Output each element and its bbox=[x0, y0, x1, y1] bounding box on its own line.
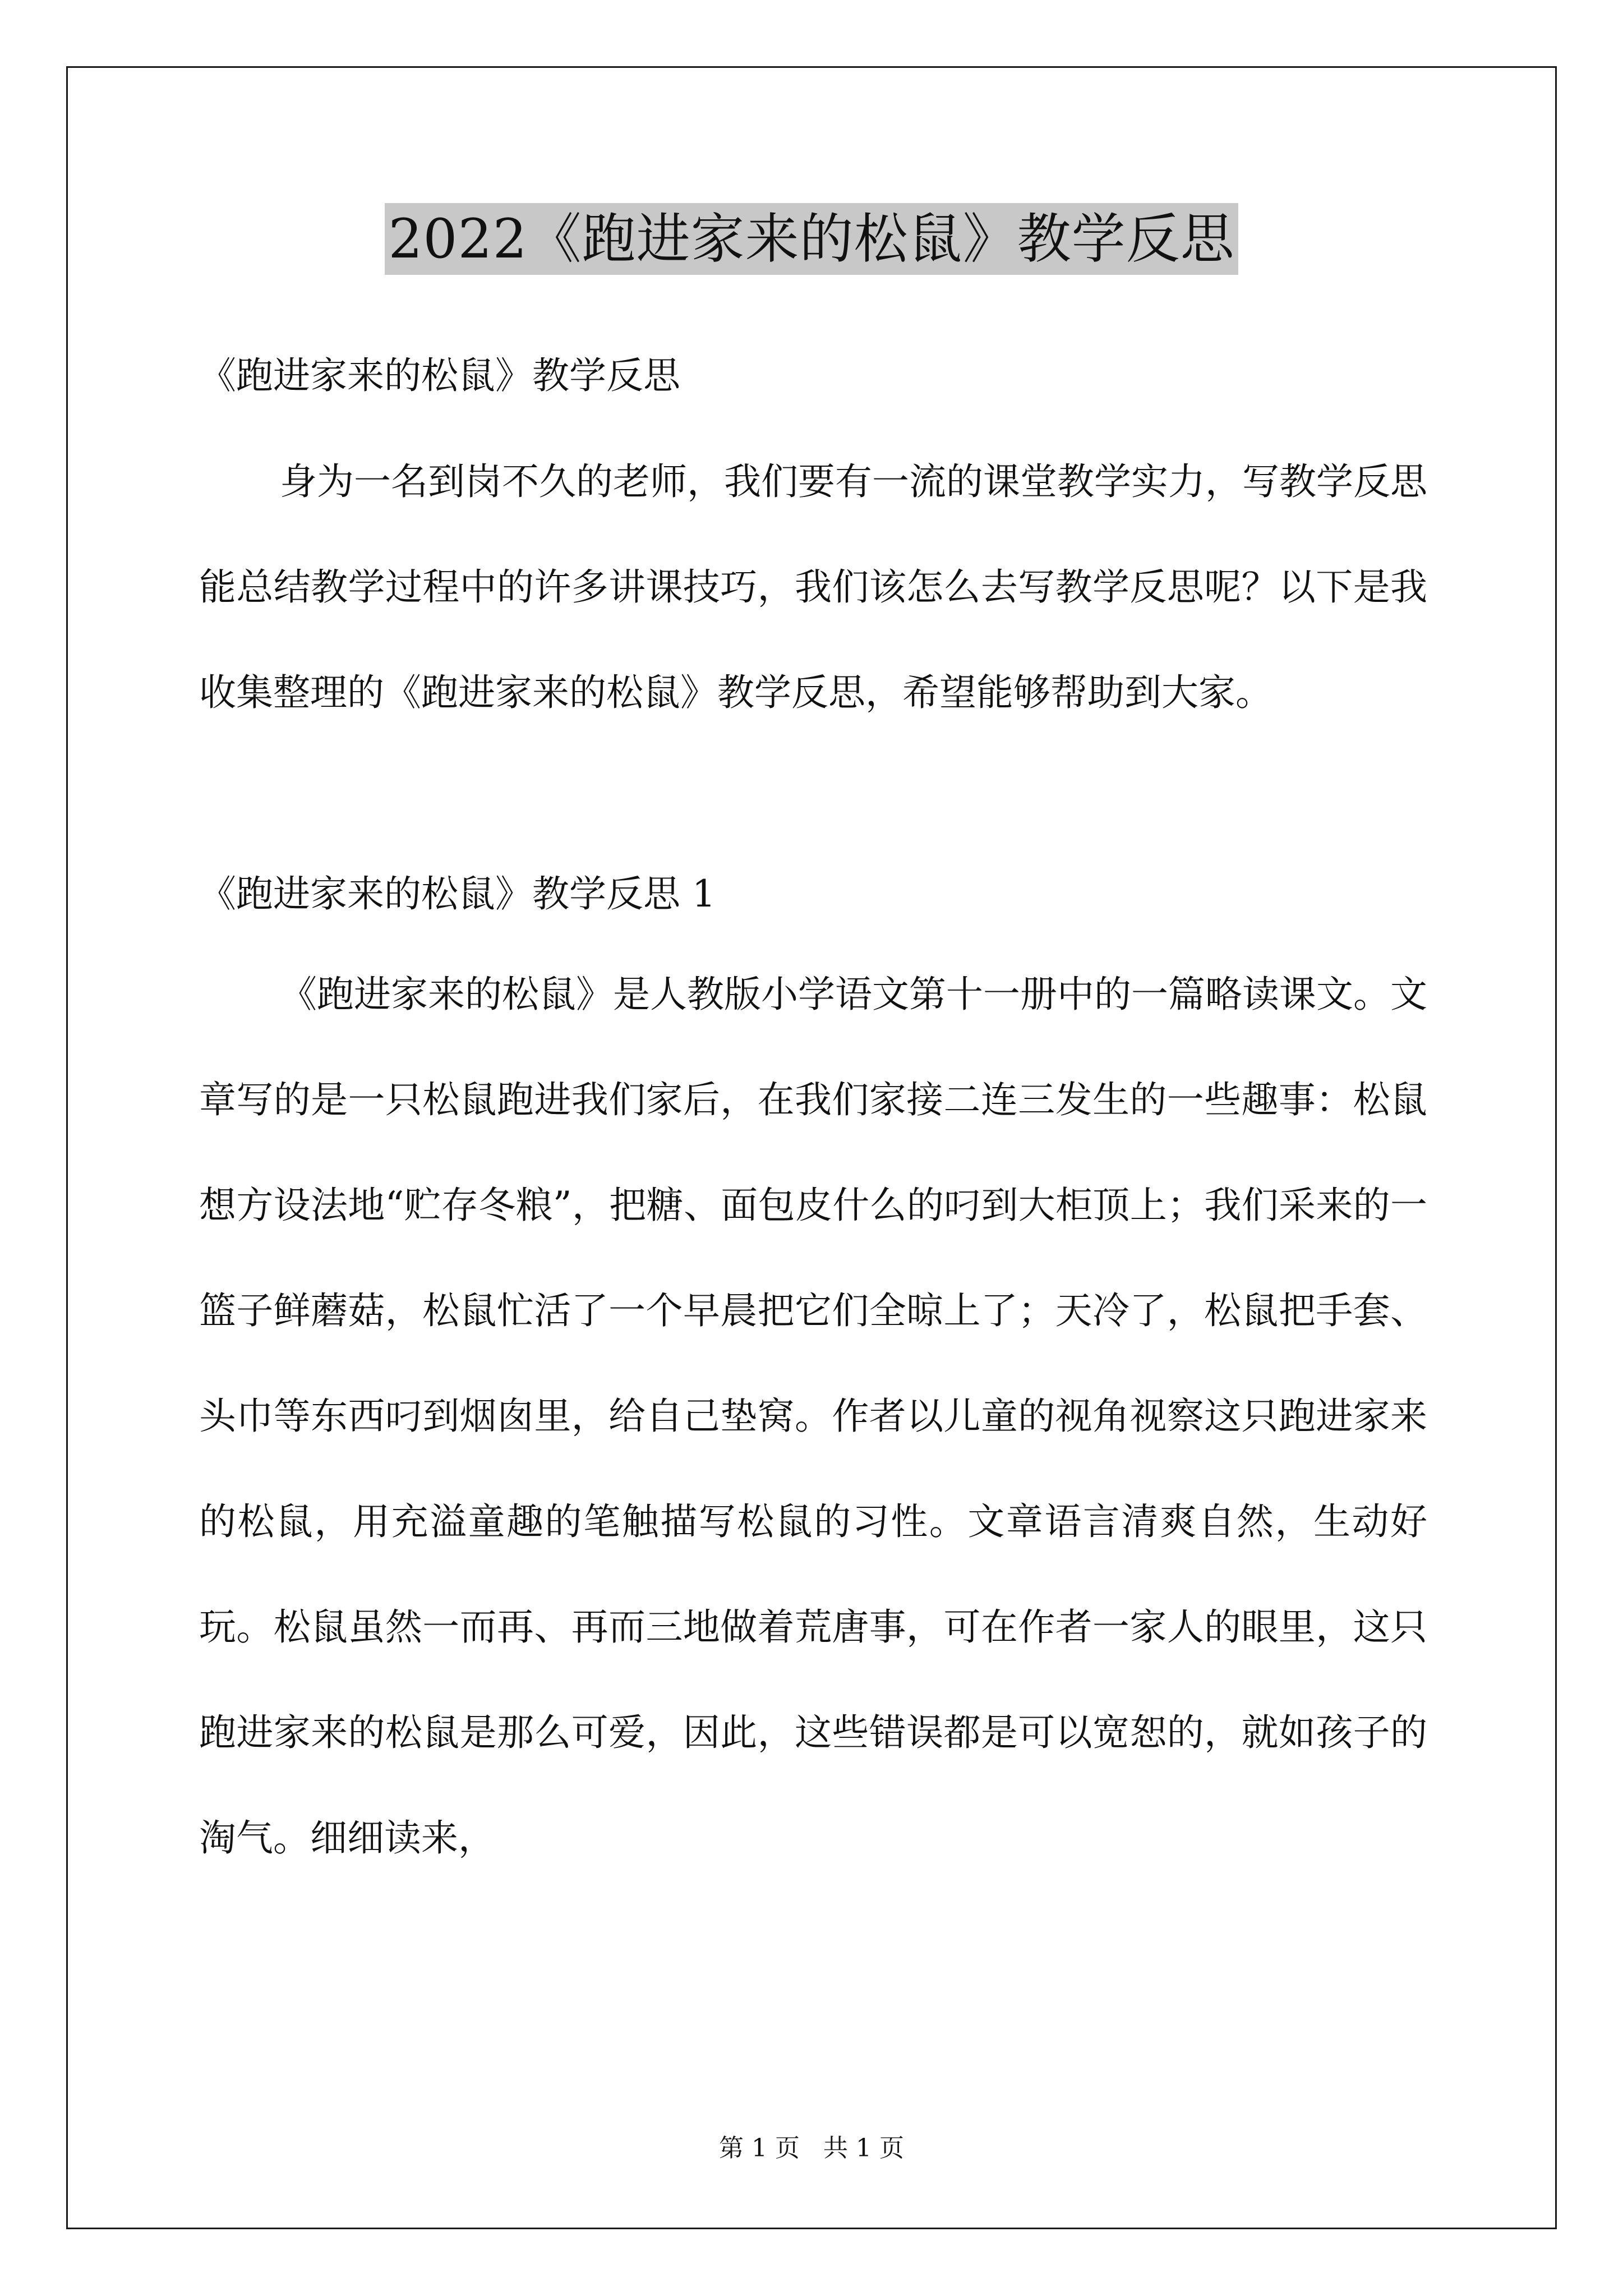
intro-paragraph: 身为一名到岗不久的老师，我们要有一流的课堂教学实力，写教学反思能总结教学过程中的许多讲课技巧，我们该怎么去写教学反思呢？以下是我收集整理的《跑进家来的松鼠》教学反思，希望能够帮助到大家。 bbox=[199, 460, 1427, 714]
spacer bbox=[199, 931, 1427, 942]
section-1-heading: 《跑进家来的松鼠》教学反思 1 bbox=[199, 872, 716, 915]
title-container bbox=[0, 203, 1623, 275]
spacer bbox=[199, 412, 1427, 429]
page-footer: 第 1 页 共 1 页 bbox=[719, 2134, 904, 2162]
document-body bbox=[199, 339, 1427, 1891]
section-1-paragraph: 《跑进家来的松鼠》是人教版小学语文第十一册中的一篇略读课文。文章写的是一只松鼠跑进我们家后，在我们家接二连三发生的一些趣事：松鼠想方设法地“贮存冬粮”，把糖、面包皮什么的叼到大柜顶上；我们采来的一篮子鲜蘑菇，松鼠忙活了一个早晨把它们全晾上了；天冷了，松鼠把手套、头巾等东西叼到烟囱里，给自己垫窝。作者以儿童的视角视察这只跑进家来的松鼠，用充溢童趣的笔触描写松鼠的习性。文章语言清爽自然，生动好玩。松鼠虽然一而再、再而三地做着荒唐事，可在作者一家人的眼里，这只跑进家来的松鼠是那么可爱，因此，这些错误都是可以宽恕的，就如孩子的淘气。细细读来， bbox=[199, 973, 1427, 1860]
spacer bbox=[199, 746, 1427, 858]
intro-heading: 《跑进家来的松鼠》教学反思 bbox=[199, 354, 680, 397]
document-title: 2022《跑进家来的松鼠》教学反思 bbox=[385, 203, 1238, 275]
